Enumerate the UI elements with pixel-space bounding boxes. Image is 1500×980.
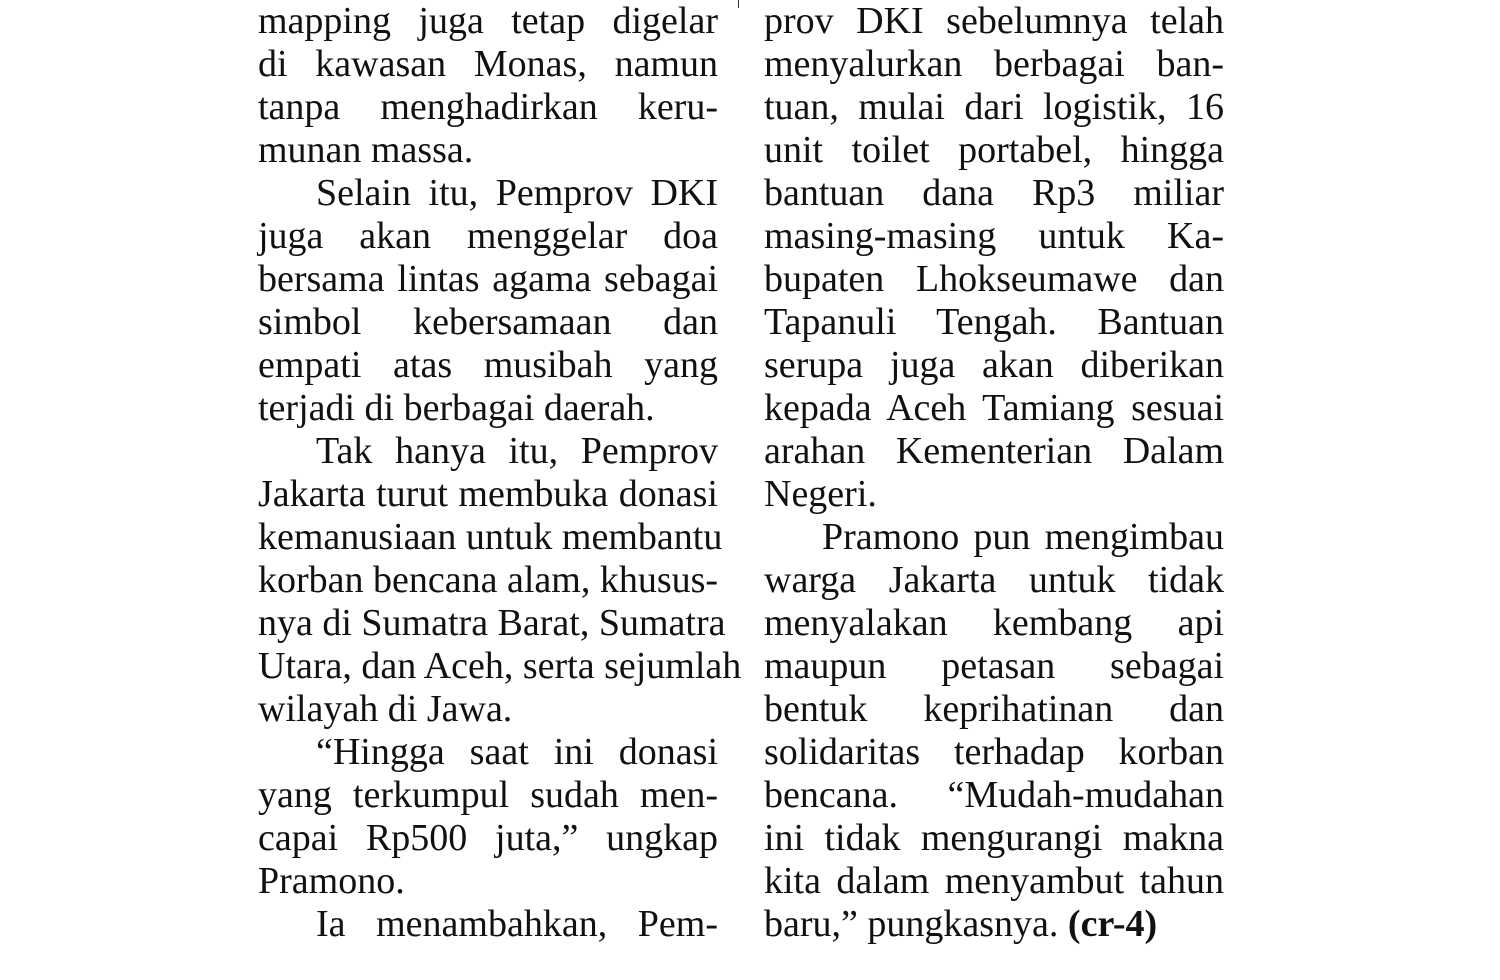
right-column-lines: [764, 0, 1224, 903]
article-line: bantuan dana Rp3 miliar: [764, 172, 1224, 214]
article-line: munan massa.: [258, 129, 474, 171]
article-line: Utara, dan Aceh, serta sejumlah: [258, 645, 742, 687]
closing-text: baru,” pungkasnya.: [764, 903, 1059, 945]
article-line: Tapanuli Tengah. Bantuan: [764, 301, 1224, 343]
article-line: maupun petasan sebagai: [764, 645, 1224, 687]
author-byline: (cr-4): [1067, 903, 1158, 945]
article-line: Negeri.: [764, 473, 877, 515]
article-line: bencana. “Mudah-mudahan: [764, 774, 1224, 816]
article-line: Pramono pun mengimbau: [822, 516, 1224, 558]
article-line: wilayah di Jawa.: [258, 688, 513, 730]
article-line: bentuk keprihatinan dan: [764, 688, 1224, 730]
article-column-right: [764, 0, 1224, 946]
article-line: menyalurkan berbagai ban-: [764, 43, 1224, 85]
article-line: yang terkumpul sudah men-: [258, 774, 718, 816]
article-line: capai Rp500 juta,” ungkap: [258, 817, 718, 859]
article-line: mapping juga tetap digelar: [258, 0, 718, 42]
article-line: tuan, mulai dari logistik, 16: [764, 86, 1224, 128]
article-line: di kawasan Monas, namun: [258, 43, 718, 85]
article-line: kita dalam menyambut tahun: [764, 860, 1224, 902]
column-divider: [738, 0, 739, 8]
article-line: Selain itu, Pemprov DKI: [316, 172, 718, 214]
article-line: kemanusiaan untuk membantu: [258, 516, 723, 558]
article-line: nya di Sumatra Barat, Sumatra: [258, 602, 726, 644]
article-line: bersama lintas agama sebagai: [258, 258, 718, 300]
article-line: korban bencana alam, khusus-: [258, 559, 719, 601]
article-line: Pramono.: [258, 860, 405, 902]
article-line: unit toilet portabel, hingga: [764, 129, 1224, 171]
article-column-left: [258, 0, 742, 946]
article-line: terjadi di berbagai daerah.: [258, 387, 655, 429]
article-line: juga akan menggelar doa: [258, 215, 718, 257]
closing-line: [764, 903, 1224, 946]
article-line: menyalakan kembang api: [764, 602, 1224, 644]
article-line: masing-masing untuk Ka-: [764, 215, 1224, 257]
article-line: Tak hanya itu, Pemprov: [316, 430, 718, 472]
article-line: warga Jakarta untuk tidak: [764, 559, 1224, 601]
article-line: “Hingga saat ini donasi: [316, 731, 718, 773]
article-line: empati atas musibah yang: [258, 344, 718, 386]
article-line: tanpa menghadirkan keru-: [258, 86, 718, 128]
article-line: kepada Aceh Tamiang sesuai: [764, 387, 1224, 429]
article-line: simbol kebersamaan dan: [258, 301, 718, 343]
article-line: Ia menambahkan, Pem-: [316, 903, 718, 945]
article-line: arahan Kementerian Dalam: [764, 430, 1224, 472]
article-line: ini tidak mengurangi makna: [764, 817, 1224, 859]
article-line: serupa juga akan diberikan: [764, 344, 1224, 386]
article-line: bupaten Lhokseumawe dan: [764, 258, 1224, 300]
article-line: solidaritas terhadap korban: [764, 731, 1224, 773]
article-line: Jakarta turut membuka donasi: [258, 473, 718, 515]
article-line: prov DKI sebelumnya telah: [764, 0, 1224, 42]
